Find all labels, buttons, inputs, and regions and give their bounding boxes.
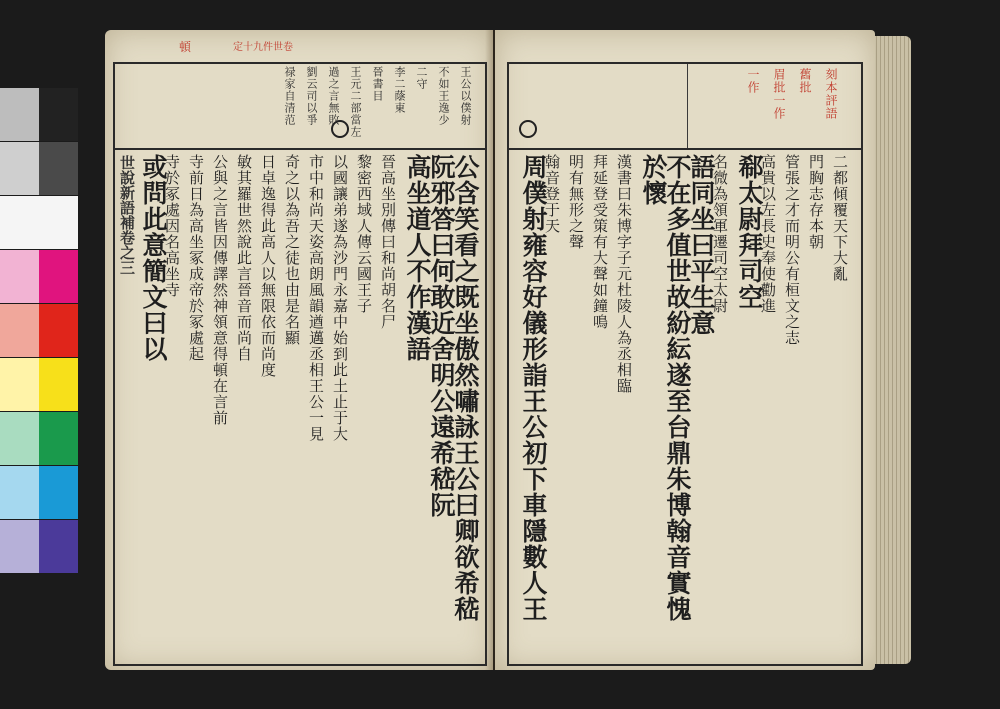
- color-swatch: [0, 196, 39, 249]
- right-header-split: [687, 64, 688, 148]
- red-annotation-column: 刻本評語: [824, 68, 838, 120]
- text-column: 公含笑看之既坐傲然嘯詠王公曰卿欲希嵇: [451, 154, 480, 622]
- color-swatch: [39, 412, 78, 465]
- text-column: 管張之才而明公有桓文之志: [783, 154, 801, 346]
- left-header-divider: [113, 148, 485, 150]
- text-column: 以國讓弟遂為沙門永嘉中始到此土止于大: [331, 154, 349, 442]
- color-swatch: [0, 142, 39, 195]
- text-column: 或問此意簡文曰以: [139, 154, 168, 362]
- text-column: 黎密西域人傳云國王子: [355, 154, 373, 314]
- red-annotation-column: 一作: [746, 68, 760, 94]
- text-column: 日卓逸得此高人以無限依而尚度: [259, 154, 277, 378]
- text-column: 門胸志存本朝: [807, 154, 825, 250]
- text-column: 奇之以為吾之徒也由是名顯: [283, 154, 301, 346]
- right-header-divider: [507, 148, 861, 150]
- text-column: 敏其羅世然說此言晉音而尚自: [235, 154, 253, 362]
- header-note-column: 不如王逸少: [437, 66, 450, 126]
- color-swatch: [0, 304, 39, 357]
- text-column: 明有無形之聲: [567, 154, 585, 250]
- page-edges: [873, 36, 911, 664]
- color-swatch: [39, 142, 78, 195]
- text-column: 高貴以左長史奉使勸進: [759, 154, 777, 314]
- color-swatch: [39, 196, 78, 249]
- text-column: 寺於冢處因名高坐寺: [163, 154, 181, 298]
- color-swatch: [39, 88, 78, 141]
- color-swatch: [0, 412, 39, 465]
- left-top-note: 頓: [179, 40, 192, 54]
- text-column: 於懷: [639, 154, 668, 206]
- text-column: 阮邪答曰何敢近舍明公遠希嵇阮: [427, 154, 456, 518]
- text-column: 二都傾覆天下大亂: [831, 154, 849, 282]
- right-circle-mark: [519, 120, 537, 138]
- color-swatch: [39, 250, 78, 303]
- text-column: 不在多值世故紛紜遂至台鼎朱博翰音實愧: [663, 154, 692, 622]
- color-swatch: [0, 466, 39, 519]
- color-calibration-strip: [0, 88, 78, 572]
- red-annotation-column: 舊批: [798, 68, 812, 94]
- color-swatch: [39, 358, 78, 411]
- text-column: 周僕射雍容好儀形詣王公初下車隱數人王: [519, 154, 548, 622]
- text-column: 高坐道人不作漢語: [403, 154, 432, 362]
- header-note-column: 二守: [415, 66, 428, 90]
- left-top-red-note: 定十九件世卷: [233, 42, 293, 53]
- book-spread: [105, 30, 911, 672]
- header-note-column: 李二蔭東: [393, 66, 406, 114]
- red-annotation-column: 眉批一作: [772, 68, 786, 120]
- text-column: 名微為領軍遷司空太尉: [711, 154, 729, 314]
- text-column: 語同坐曰平生意: [687, 154, 716, 336]
- text-column: 寺前日為高坐冢成帝於冢處起: [187, 154, 205, 362]
- header-note-column: 過之言無敗: [327, 66, 340, 126]
- left-fold-label: 世說新語補卷之三: [118, 155, 136, 275]
- right-page: [495, 30, 875, 670]
- header-note-column: 晉書目: [371, 66, 384, 102]
- text-column: 晉高坐別傳曰和尚胡名尸: [379, 154, 397, 330]
- color-swatch: [0, 250, 39, 303]
- text-column: 郗太尉拜司空: [735, 154, 764, 310]
- header-note-column: 王公以僕射: [459, 66, 472, 126]
- color-swatch: [39, 466, 78, 519]
- color-swatch: [39, 520, 78, 573]
- text-column: 翰音登于天: [543, 154, 561, 234]
- text-column: 市中和尚天姿高朗風韻遒邁丞相王公一見: [307, 154, 325, 442]
- color-swatch: [0, 358, 39, 411]
- color-swatch: [39, 304, 78, 357]
- color-swatch: [0, 520, 39, 573]
- header-note-column: 王元二部當左: [349, 66, 362, 138]
- text-column: 漢書曰朱博字子元杜陵人為丞相臨: [615, 154, 633, 394]
- left-page: [105, 30, 493, 670]
- text-column: 拜延登受策有大聲如鐘鳴: [591, 154, 609, 330]
- header-note-column: 劉云司以爭: [305, 66, 318, 126]
- text-column: 公與之言皆因傳譯然神領意得頓在言前: [211, 154, 229, 426]
- header-note-column: 禄家自清范: [283, 66, 296, 126]
- color-swatch: [0, 88, 39, 141]
